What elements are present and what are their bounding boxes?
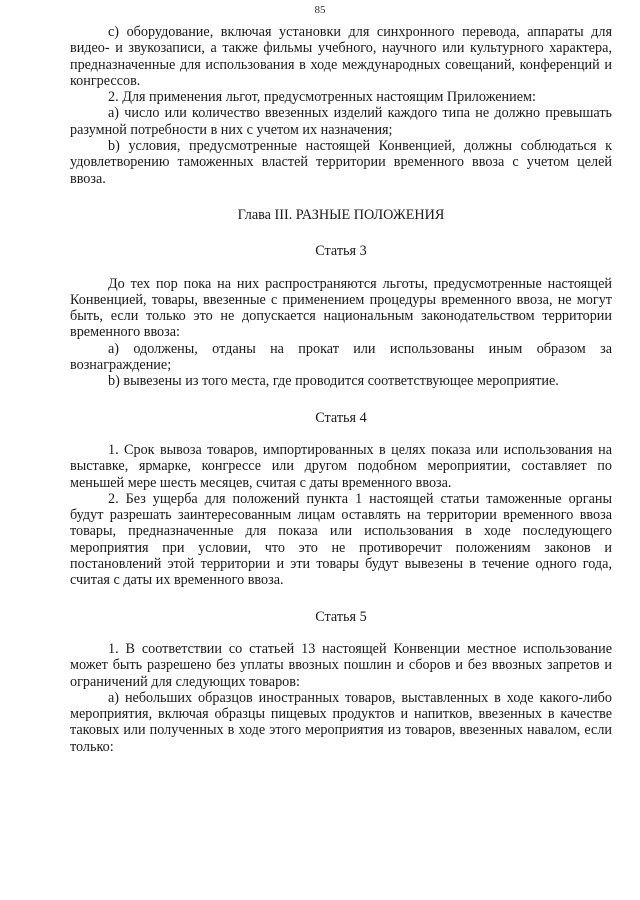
article-title: Статья 3 bbox=[315, 243, 367, 260]
paragraph: b) условия, предусмотренные настоящей Конвенцией, должны соблюдаться к удовлетворению таможенных властей территории временного ввоза с учетом целей ввоза. bbox=[70, 138, 612, 187]
paragraph: 2. Для применения льгот, предусмотренных настоящим Приложением: bbox=[108, 89, 536, 106]
chapter-title: Глава III. РАЗНЫЕ ПОЛОЖЕНИЯ bbox=[237, 206, 445, 223]
document-body bbox=[70, 24, 612, 755]
article-title: Статья 5 bbox=[315, 608, 367, 625]
article-title: Статья 4 bbox=[315, 409, 367, 426]
paragraph: а) небольших образцов иностранных товаров, выставленных в ходе какого-либо мероприятия, включая образцы пищевых продуктов и напитков, ввезенных в качестве таковых или полученных в ходе этого мероприятия из товаров, ввезенных навалом, если только: bbox=[70, 689, 612, 755]
paragraph: а) число или количество ввезенных изделий каждого типа не должно превышать разумной потребности в них с учетом их назначения; bbox=[70, 105, 612, 138]
paragraph: 1. В соответствии со статьей 13 настоящей Конвенции местное использование может быть разрешено без уплаты ввозных пошлин и сборов и без ввозных запретов и ограничений для следующих товаров: bbox=[70, 640, 612, 690]
paragraph: 1. Срок вывоза товаров, импортированных в целях показа или использования на выставке, ярмарке, конгрессе или другом подобном мероприятии, составляет по меньшей мере шесть месяцев, считая с даты временного ввоза. bbox=[70, 441, 612, 491]
paragraph: а) одолжены, отданы на прокат или использованы иным образом за вознаграждение; bbox=[70, 340, 612, 374]
paragraph: b) вывезены из того места, где проводится соответствующее мероприятие. bbox=[108, 373, 559, 390]
page-number: 85 bbox=[314, 4, 326, 16]
paragraph: с) оборудование, включая установки для синхронного перевода, аппараты для видео- и звукозаписи, а также фильмы учебного, научного или культурного характера, предназначенные для использования в ходе международных совещаний, конференций и конгрессов. bbox=[70, 24, 612, 89]
paragraph: 2. Без ущерба для положений пункта 1 настоящей статьи таможенные органы будут разрешать заинтересованным лицам оставлять на территории временного ввоза товары, предназначенные для показа или использования в ходе последующего мероприятия при условии, что это не противоречит положениям законов и постановлений этой территории и эти товары будут вывезены в течение одного года, считая с даты их временного ввоза. bbox=[70, 490, 612, 589]
paragraph: До тех пор пока на них распространяются льготы, предусмотренные настоящей Конвенцией, товары, ввезенные с применением процедуры временного ввоза, не могут быть, если только это не допускается национальным законодательством территории временного ввоза: bbox=[70, 275, 612, 341]
